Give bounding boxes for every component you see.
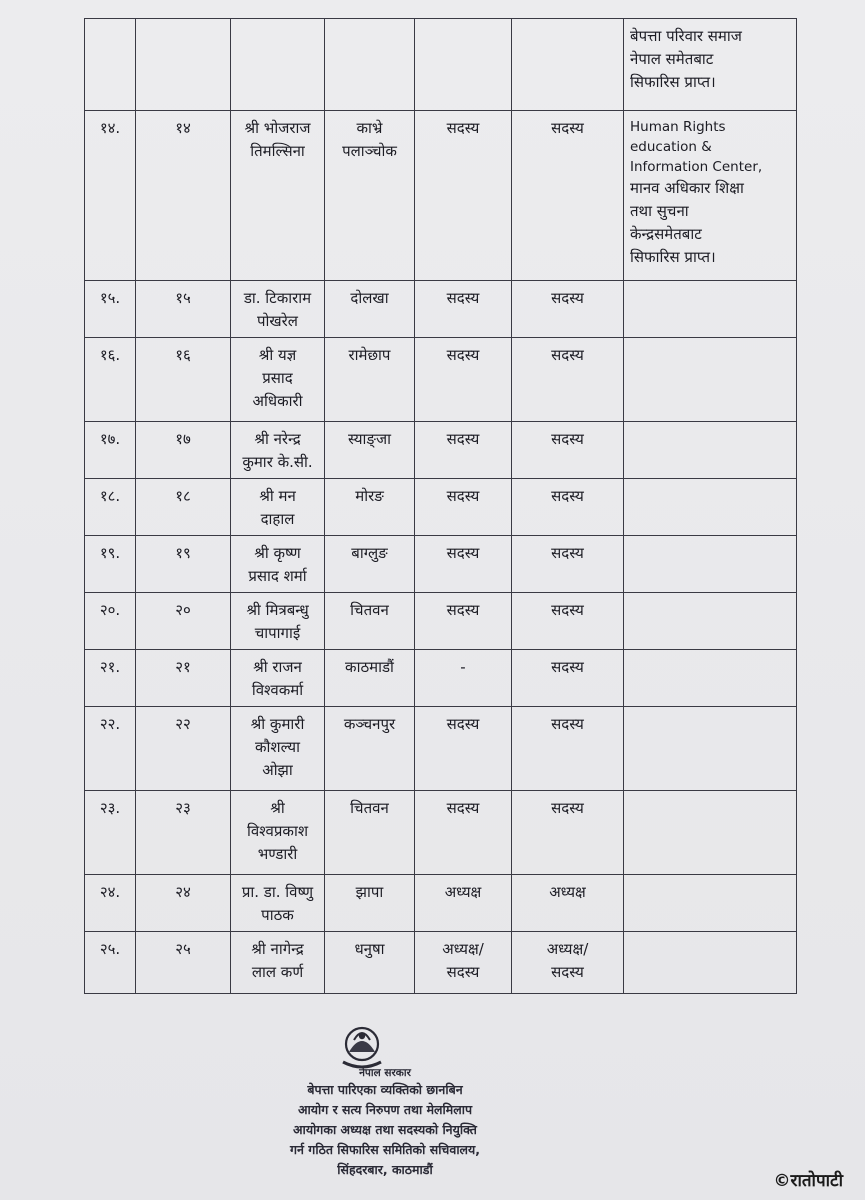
name-cell [231,650,325,707]
remarks-line: Information Center, [630,159,763,175]
stamp-line: आयोग र सत्य निरुपण तथा मेलमिलाप [297,1102,473,1117]
name-line: श्री कृष्ण [254,544,301,562]
stamp-line: गर्न गठित सिफारिस समितिको सचिवालय, [289,1142,481,1157]
name-cell [231,111,325,281]
stamp-line: आयोगका अध्यक्ष तथा सदस्यको नियुक्ति [293,1122,477,1137]
table-row [85,707,797,791]
district-line: धनुषा [354,940,385,958]
name-line: विश्वप्रकाश [246,822,309,840]
watermark-credit: ©रातोपाटी [773,1171,843,1191]
post-line: अध्यक्ष [549,883,586,901]
serial-cell: १४. [85,111,136,281]
number-cell: २३ [136,791,231,875]
name-cell [231,479,325,536]
name-cell [231,875,325,932]
name-line: प्रसाद [262,369,293,387]
name-line: प्रसाद शर्मा [248,567,307,585]
post-cell [512,422,624,479]
table-row [85,479,797,536]
name-cell [231,932,325,994]
table-row [85,593,797,650]
serial-cell: १५. [85,281,136,338]
remarks-cell [624,932,797,994]
district-line: चितवन [350,799,389,817]
name-line: श्री नागेन्द्र [251,940,304,958]
district-cell [325,19,415,111]
post-cell [512,479,624,536]
post-cell [512,593,624,650]
name-line: कुमार के.सी. [242,453,313,471]
table-row-continued [85,19,797,111]
post-cell [415,422,512,479]
post-cell [415,932,512,994]
district-line: स्याङ्जा [348,430,391,448]
post-line: सदस्य [446,289,480,307]
district-cell [325,650,415,707]
name-line: डा. टिकाराम [243,289,312,307]
district-line: कञ्चनपुर [343,715,396,733]
name-line: श्री भोजराज [244,119,311,137]
district-cell [325,593,415,650]
district-cell [325,111,415,281]
district-line: पलाञ्चोक [342,142,397,160]
remarks-line: मानव अधिकार शिक्षा [630,179,744,197]
name-line: श्री मित्रबन्धु [246,601,309,619]
post-cell [512,875,624,932]
post-cell [512,932,624,994]
post-line: अध्यक्ष/ [546,940,589,958]
district-cell [325,875,415,932]
name-line: प्रा. डा. विष्णु [241,883,314,901]
district-line: दोलखा [350,289,389,307]
remarks-cell [624,791,797,875]
post-cell [415,479,512,536]
district-line: मोरङ [355,487,384,505]
number-cell: १४ [136,111,231,281]
post-line: सदस्य [446,544,480,562]
table-row [85,111,797,281]
post-line: सदस्य [446,487,480,505]
post-cell [512,281,624,338]
name-cell [231,19,325,111]
name-line: कौशल्या [254,738,301,756]
remarks-line: सिफारिस प्राप्त। [630,248,716,266]
member-table [84,18,797,994]
name-line: भण्डारी [257,845,298,863]
name-line: श्री यज्ञ [258,346,297,364]
name-cell [231,338,325,422]
post-line: सदस्य [446,715,480,733]
name-line: श्री कुमारी [250,715,305,733]
name-line: दाहाल [260,510,295,528]
post-line: अध्यक्ष [444,883,482,901]
serial-cell: १६. [85,338,136,422]
district-cell [325,338,415,422]
remarks-cell [624,422,797,479]
post-cell [415,791,512,875]
secretariat-stamp [240,1066,530,1180]
district-cell [325,932,415,994]
remarks-line: केन्द्रसमेतबाट [630,225,702,243]
district-line: काभ्रे [356,119,383,137]
post-cell [415,593,512,650]
post-cell [512,536,624,593]
post-cell [512,791,624,875]
post-line: सदस्य [551,963,584,981]
remarks-cell [624,593,797,650]
table-row [85,932,797,994]
remarks-line: सिफारिस प्राप्त। [630,73,716,91]
name-cell [231,536,325,593]
table-row [85,536,797,593]
table-row [85,791,797,875]
number-cell: १८ [136,479,231,536]
serial-cell: २१. [85,650,136,707]
district-cell [325,479,415,536]
post-cell [415,536,512,593]
serial-cell: २४. [85,875,136,932]
serial-cell: १७. [85,422,136,479]
government-label: नेपाल सरकार [359,1067,411,1079]
serial-cell: १८. [85,479,136,536]
serial-cell: २३. [85,791,136,875]
district-line: चितवन [350,601,389,619]
serial-cell: १९. [85,536,136,593]
name-line: अधिकारी [252,392,303,410]
district-cell [325,707,415,791]
post-line: सदस्य [446,601,480,619]
serial-cell: २५. [85,932,136,994]
number-cell: २५ [136,932,231,994]
post-cell [415,650,512,707]
post-cell [415,19,512,111]
remarks-line: education & [630,139,712,155]
post-line: सदस्य [551,715,584,733]
name-cell [231,422,325,479]
post-cell [415,281,512,338]
name-line: श्री मन [259,487,296,505]
stamp-line: बेपत्ता पारिएका व्यक्तिको छानबिन [307,1082,463,1097]
district-line: बाग्लुङ [351,544,388,562]
district-line: रामेछाप [348,346,391,364]
remarks-cell [624,479,797,536]
remarks-cell [624,338,797,422]
post-cell [415,875,512,932]
name-line: विश्वकर्मा [251,681,304,699]
post-cell [512,338,624,422]
table-row [85,422,797,479]
name-line: तिमल्सिना [250,142,305,160]
post-line: सदस्य [551,544,584,562]
number-cell: १५ [136,281,231,338]
table-row [85,875,797,932]
number-cell: २४ [136,875,231,932]
post-line: सदस्य [551,799,584,817]
post-line: सदस्य [551,487,584,505]
post-cell [512,111,624,281]
serial-cell [85,19,136,111]
table-row [85,650,797,707]
post-cell [512,19,624,111]
post-line: सदस्य [551,346,584,364]
remarks-line: बेपत्ता परिवार समाज [630,27,742,45]
remarks-cell [624,111,797,281]
post-cell [415,338,512,422]
name-line: चापागाई [254,624,301,642]
remarks-cell [624,875,797,932]
name-cell [231,281,325,338]
number-cell: २१ [136,650,231,707]
remarks-line: तथा सुचना [630,202,689,220]
remarks-cell [624,707,797,791]
remarks-cell [624,19,797,111]
name-line: श्री नरेन्द्र [254,430,301,448]
member-table-body [85,19,797,994]
post-line: सदस्य [551,119,584,137]
number-cell: २० [136,593,231,650]
post-line: सदस्य [446,346,480,364]
district-cell [325,281,415,338]
post-cell [512,650,624,707]
nepal-government-emblem [335,1022,389,1072]
serial-cell: २२. [85,707,136,791]
post-line: सदस्य [446,963,480,981]
post-cell [415,707,512,791]
post-line: अध्यक्ष/ [442,940,484,958]
district-line: काठमाडौं [345,658,394,676]
number-cell: १७ [136,422,231,479]
post-line: सदस्य [446,119,480,137]
remarks-line: नेपाल समेतबाट [630,50,714,68]
post-line: सदस्य [551,289,584,307]
name-line: ओझा [262,761,293,779]
name-line: पोखरेल [257,312,298,330]
number-cell [136,19,231,111]
remarks-cell [624,281,797,338]
remarks-cell [624,536,797,593]
post-line: सदस्य [446,799,480,817]
name-line: पाठक [261,906,294,924]
number-cell: १९ [136,536,231,593]
post-line: सदस्य [551,430,584,448]
serial-cell: २०. [85,593,136,650]
name-line: लाल कर्ण [251,963,304,981]
post-cell [415,111,512,281]
remarks-line: Human Rights [630,119,726,135]
name-cell [231,791,325,875]
stamp-line: सिंहदरबार, काठमाडौं [337,1162,433,1177]
name-cell [231,593,325,650]
post-line: सदस्य [446,430,480,448]
post-line: सदस्य [551,601,584,619]
district-cell [325,422,415,479]
post-line: - [460,658,466,676]
post-line: सदस्य [551,658,584,676]
remarks-cell [624,650,797,707]
number-cell: १६ [136,338,231,422]
table-row [85,338,797,422]
post-cell [512,707,624,791]
table-row [85,281,797,338]
name-line: श्री [270,799,285,817]
district-cell [325,536,415,593]
number-cell: २२ [136,707,231,791]
name-line: श्री राजन [253,658,302,676]
district-line: झापा [355,883,384,901]
district-cell [325,791,415,875]
name-cell [231,707,325,791]
